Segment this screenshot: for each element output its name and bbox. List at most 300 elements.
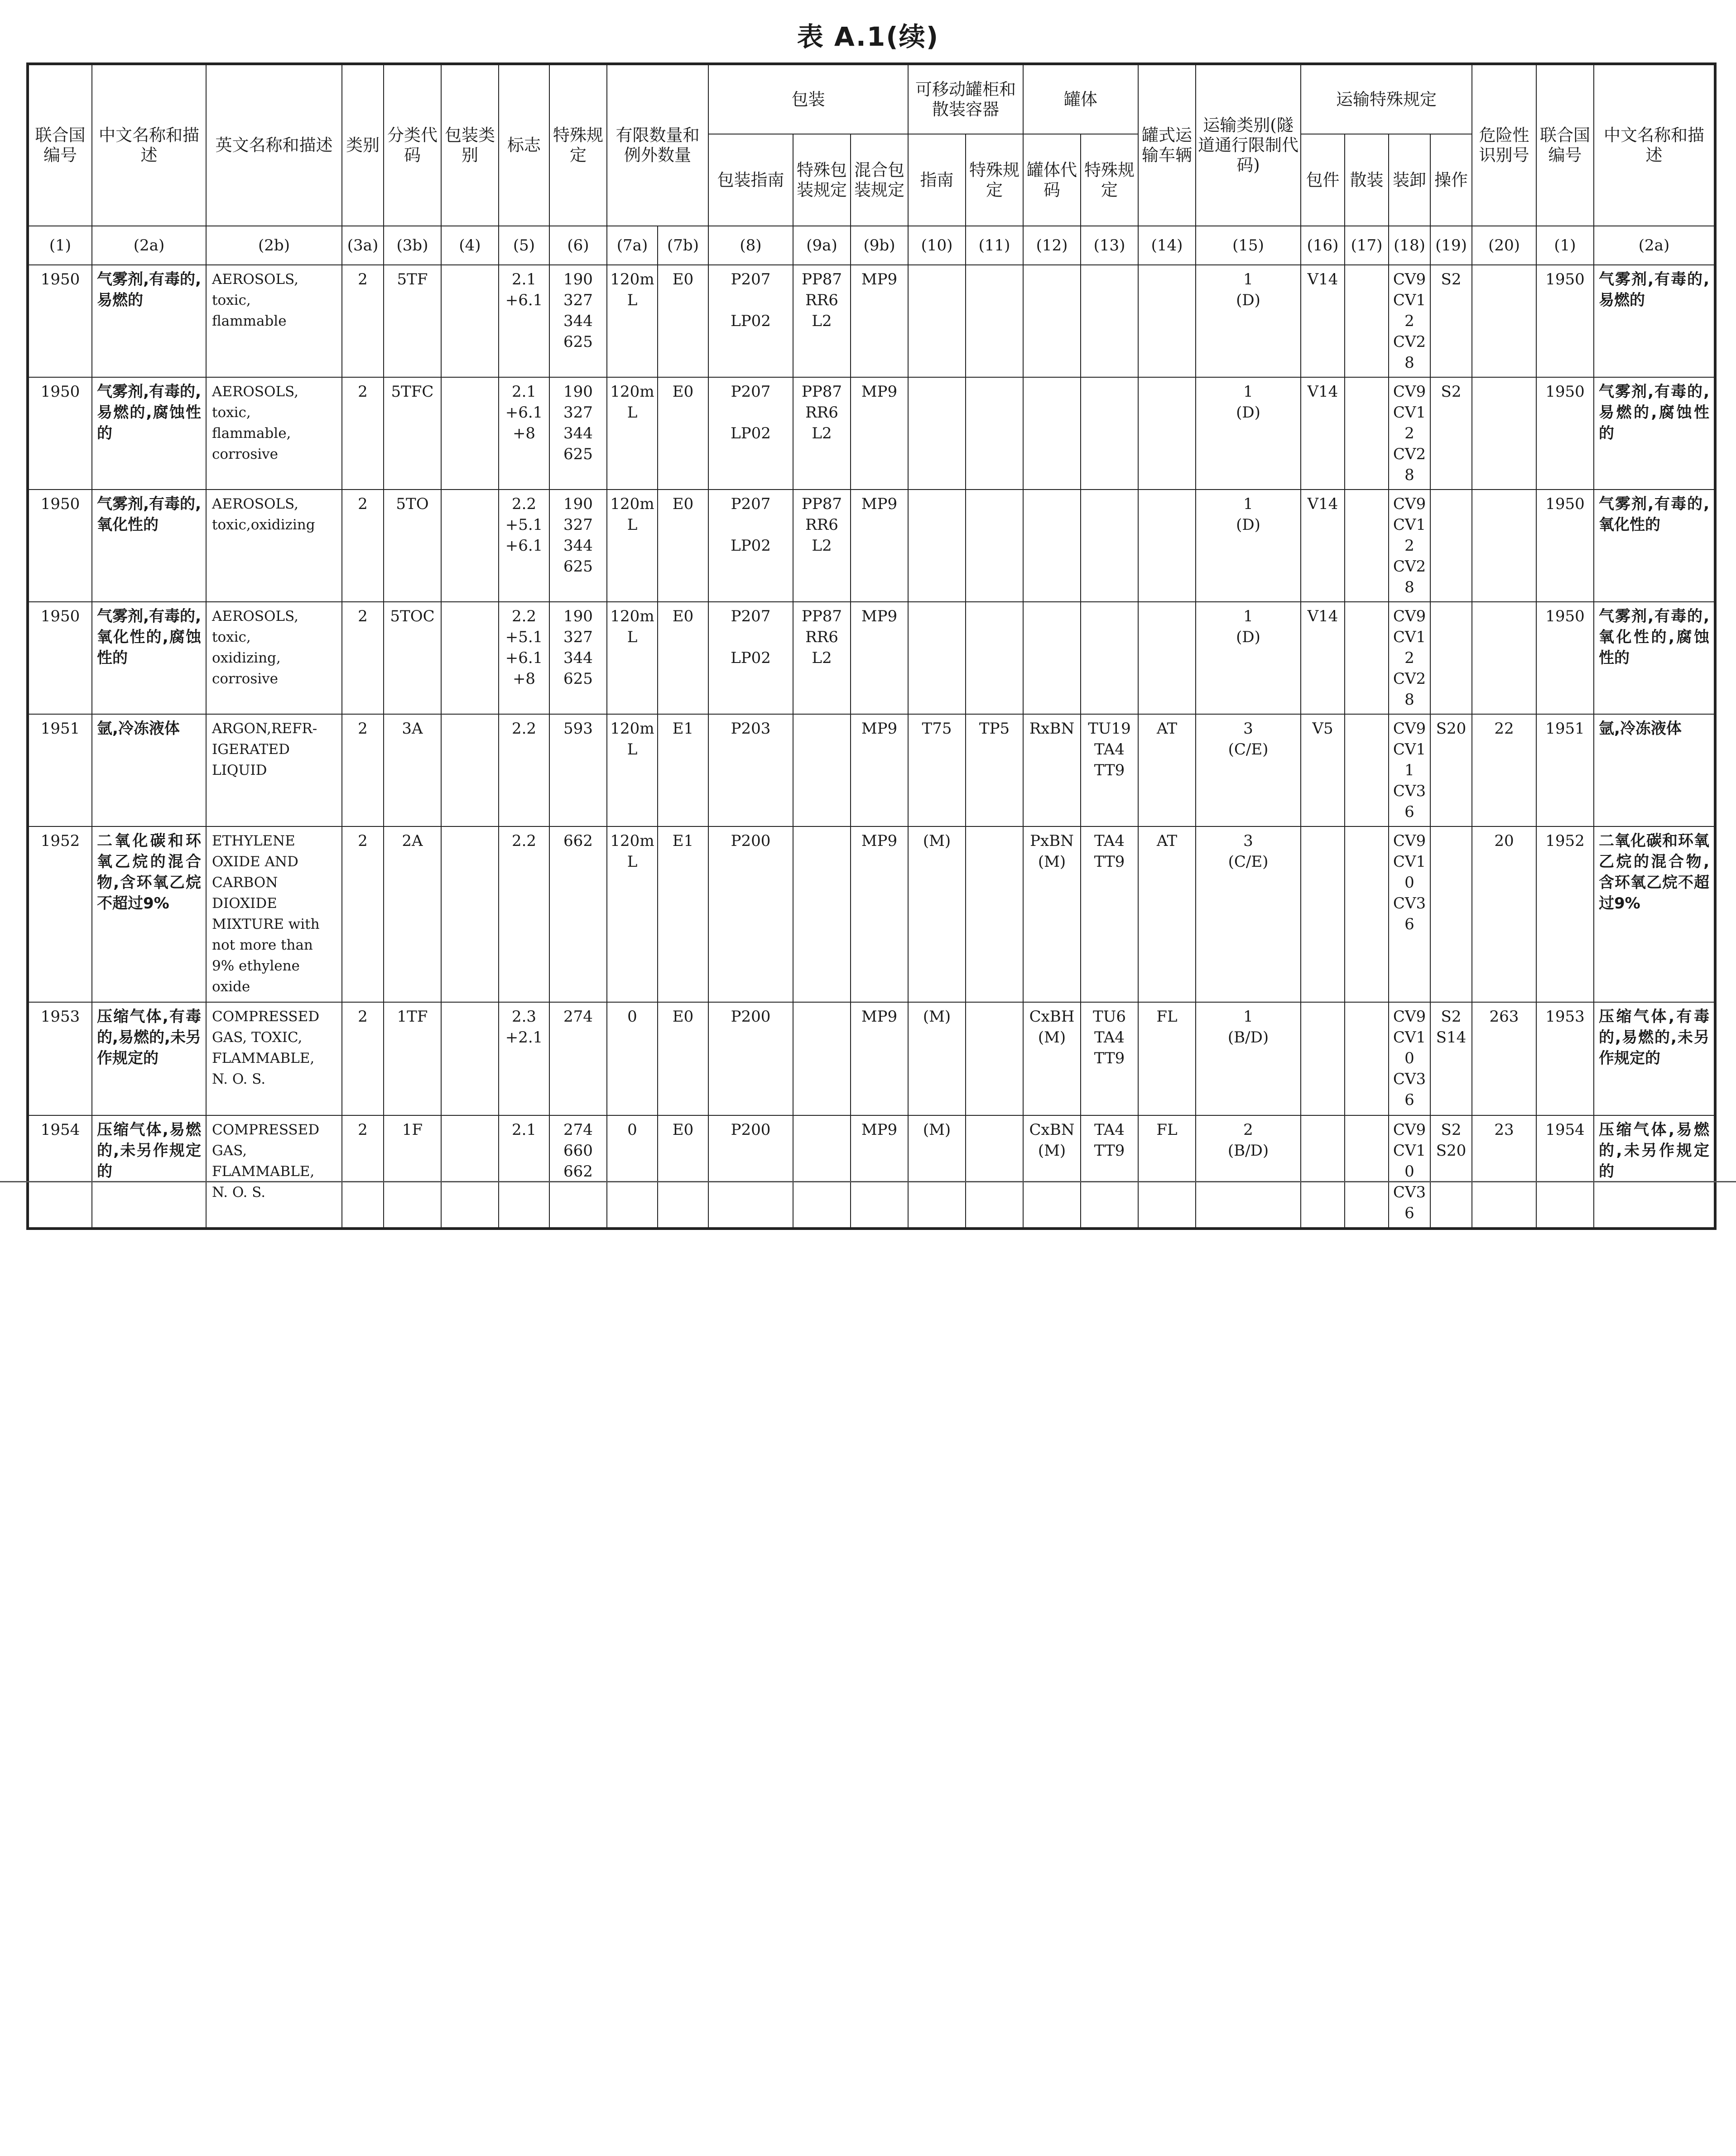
cell-special-packing-line: RR6 [805, 516, 838, 534]
header-hazard-id: 危险性识别号 [1472, 64, 1536, 226]
column-number: (4) [441, 226, 499, 265]
cell-transport-category-line: 1 [1243, 495, 1253, 513]
cell-loading-line: CV28 [1393, 670, 1426, 709]
cell-tank-special-line: TU19 [1088, 720, 1131, 738]
cell-labels-line: +8 [512, 670, 536, 688]
cell-labels [499, 602, 549, 714]
cell-packing-instructions [708, 377, 793, 490]
cell-operation [1430, 826, 1472, 1002]
cell-loading-line: CV9 [1393, 832, 1426, 850]
cell-transport-category [1196, 1115, 1301, 1229]
cell-excepted-qty: E1 [658, 826, 708, 1002]
cell-special-provisions [549, 1002, 607, 1115]
table-header [28, 64, 1715, 265]
cell-mixed-packing: MP9 [851, 1115, 908, 1229]
cell-tank-vehicle: AT [1138, 826, 1196, 1002]
cell-un-no-repeat: 1951 [1536, 714, 1594, 826]
cell-special-packing [793, 1115, 851, 1229]
cell-special-packing [793, 826, 851, 1002]
cell-transport-category-line: (B/D) [1227, 1142, 1269, 1160]
cell-loading [1389, 714, 1430, 826]
cell-special-provisions-line: 625 [563, 557, 593, 576]
cell-transport-category-line: (D) [1236, 291, 1260, 309]
header-tank-code: 罐体代码 [1023, 134, 1081, 226]
cell-labels-line: +2.1 [505, 1028, 543, 1047]
cell-loading-line: CV9 [1393, 720, 1426, 738]
header-un-no-repeat: 联合国编号 [1536, 64, 1594, 226]
cell-special-provisions-line: 190 [563, 270, 593, 288]
cell-packing-instructions-line: P200 [731, 1008, 771, 1026]
cell-un-no-repeat: 1950 [1536, 602, 1594, 714]
cell-class-code: 5TF [384, 265, 441, 377]
column-number: (1) [1536, 226, 1594, 265]
table-row [28, 714, 1715, 826]
cell-name-zh: 氩,冷冻液体 [92, 714, 206, 826]
cell-name-en-line: 9% ethylene [212, 958, 300, 974]
cell-name-en [206, 490, 342, 602]
cell-special-packing-line: L2 [812, 649, 832, 667]
cell-packing-instructions [708, 1115, 793, 1229]
cell-special-provisions [549, 602, 607, 714]
cell-transport-category [1196, 714, 1301, 826]
cell-packing-instructions-line: LP02 [731, 424, 771, 442]
column-number: (7b) [658, 226, 708, 265]
cell-un-no: 1950 [28, 265, 92, 377]
cell-labels [499, 377, 549, 490]
header-mixed-packing: 混合包装规定 [851, 134, 908, 226]
cell-class-code: 5TOC [384, 602, 441, 714]
cell-mixed-packing: MP9 [851, 265, 908, 377]
cell-special-provisions-line: 662 [563, 832, 593, 850]
cell-limited-qty: 120mL [607, 826, 658, 1002]
cell-labels [499, 1002, 549, 1115]
cell-name-en-line: toxic, [212, 629, 251, 645]
cell-tank-code [1023, 826, 1081, 1002]
cell-name-en-line: FLAMMABLE, [212, 1050, 315, 1066]
cell-loading [1389, 265, 1430, 377]
cell-name-en-line: IGERATED [212, 741, 290, 758]
cell-hazard-id: 20 [1472, 826, 1536, 1002]
cell-packing-group [441, 826, 499, 1002]
cell-name-zh-repeat: 气雾剂,有毒的,氧化性的 [1594, 490, 1715, 602]
cell-special-packing [793, 490, 851, 602]
cell-operation-line: S2 [1441, 1121, 1462, 1139]
cell-bulk [1345, 1002, 1389, 1115]
cell-transport-category-line: 3 [1243, 720, 1253, 738]
cell-tank-special-line: TT9 [1094, 761, 1125, 779]
column-number: (5) [499, 226, 549, 265]
cell-name-en-line: N. O. S. [212, 1071, 266, 1087]
cell-tank-special-prov: TP5 [966, 714, 1023, 826]
cell-un-no-repeat: 1950 [1536, 265, 1594, 377]
cell-bulk [1345, 602, 1389, 714]
cell-tank-vehicle [1138, 602, 1196, 714]
cell-loading-line: CV28 [1393, 557, 1426, 596]
cell-tank-instructions: (M) [908, 1115, 966, 1229]
cell-tank-special [1081, 1002, 1138, 1115]
cell-name-zh-repeat: 氩,冷冻液体 [1594, 714, 1715, 826]
cell-tank-code-line: (M) [1038, 853, 1066, 871]
cell-hazard-id [1472, 377, 1536, 490]
cell-name-en-line: OXIDE AND [212, 854, 298, 870]
cell-tank-special-line: TT9 [1094, 1049, 1125, 1067]
cell-labels-line: +5.1 [505, 628, 543, 646]
cell-packing-instructions-line [711, 514, 791, 535]
cell-operation: S2 [1430, 377, 1472, 490]
cell-mixed-packing: MP9 [851, 826, 908, 1002]
cell-packing-instructions-line: P203 [731, 720, 771, 738]
cell-tank-code-line: CxBH [1029, 1008, 1075, 1026]
column-number-row [28, 226, 1715, 265]
cell-special-packing-line: RR6 [805, 628, 838, 646]
cell-packing-group [441, 1002, 499, 1115]
cell-transport-category-line: (B/D) [1227, 1028, 1269, 1047]
cell-loading [1389, 826, 1430, 1002]
cell-special-packing-line: PP87 [801, 495, 842, 513]
cell-transport-category-line: 2 [1243, 1121, 1253, 1139]
cell-special-packing-line: L2 [812, 424, 832, 442]
cell-packing-group [441, 377, 499, 490]
cell-mixed-packing: MP9 [851, 377, 908, 490]
cell-special-packing-line: RR6 [805, 291, 838, 309]
cell-excepted-qty: E1 [658, 714, 708, 826]
cell-tank-vehicle [1138, 377, 1196, 490]
cell-mixed-packing: MP9 [851, 1002, 908, 1115]
cell-tank-code [1023, 265, 1081, 377]
cell-loading-line: CV28 [1393, 333, 1426, 372]
cell-name-en-line: toxic, [212, 404, 251, 421]
cell-class: 2 [342, 490, 384, 602]
cell-tank-special [1081, 1115, 1138, 1229]
cell-bulk [1345, 490, 1389, 602]
cell-limited-qty: 0 [607, 1115, 658, 1229]
cell-name-en-line: GAS, [212, 1143, 247, 1159]
cell-transport-category [1196, 826, 1301, 1002]
cell-labels-line: +6.1 [505, 291, 543, 309]
header-limited-quantity: 有限数量和例外数量 [607, 64, 708, 226]
cell-transport-category [1196, 377, 1301, 490]
cell-loading-line: CV9 [1393, 270, 1426, 288]
cell-class-code: 3A [384, 714, 441, 826]
header-packing-group: 包装类别 [441, 64, 499, 226]
cell-special-provisions-line: 190 [563, 383, 593, 401]
cell-hazard-id [1472, 602, 1536, 714]
cell-loading-line: CV36 [1393, 782, 1426, 821]
cell-class-code: 1F [384, 1115, 441, 1229]
cell-name-en-line: AEROSOLS, [212, 496, 298, 512]
cell-class: 2 [342, 1002, 384, 1115]
cell-transport-category-line: (D) [1236, 516, 1260, 534]
cell-packing-instructions-line: P207 [731, 270, 771, 288]
cell-tank-special-line: TA4 [1094, 740, 1125, 759]
cell-tank-code [1023, 602, 1081, 714]
cell-tank-special-line: TA4 [1094, 832, 1125, 850]
cell-name-en [206, 265, 342, 377]
cell-operation-line: S2 [1441, 1008, 1462, 1026]
cell-name-en-line: CARBON [212, 874, 278, 891]
cell-loading-line: CV10 [1393, 853, 1426, 892]
cell-name-en [206, 602, 342, 714]
column-number: (2b) [206, 226, 342, 265]
column-number: (15) [1196, 226, 1301, 265]
cell-labels [499, 1115, 549, 1229]
cell-loading-line: CV36 [1393, 1183, 1426, 1222]
cell-labels-line: +6.1 [505, 649, 543, 667]
cell-special-provisions [549, 826, 607, 1002]
cell-labels [499, 265, 549, 377]
cell-un-no: 1954 [28, 1115, 92, 1229]
cell-special-provisions-line: 593 [563, 720, 593, 738]
cell-tank-instructions [908, 265, 966, 377]
cell-class-code: 1TF [384, 1002, 441, 1115]
header-name-zh: 中文名称和描述 [92, 64, 206, 226]
cell-packing-instructions-line: LP02 [731, 312, 771, 330]
cell-name-en-line: oxidizing, [212, 650, 281, 666]
column-number: (11) [966, 226, 1023, 265]
cell-tank-code [1023, 490, 1081, 602]
cell-tank-special [1081, 714, 1138, 826]
page-divider [0, 1181, 1736, 1182]
cell-name-zh-repeat: 气雾剂,有毒的,氧化性的,腐蚀性的 [1594, 602, 1715, 714]
cell-class: 2 [342, 602, 384, 714]
cell-packages: V14 [1301, 377, 1345, 490]
cell-name-en-line: ARGON,REFR- [212, 720, 317, 737]
cell-limited-qty: 0 [607, 1002, 658, 1115]
cell-operation [1430, 490, 1472, 602]
cell-name-en-line: N. O. S. [212, 1184, 266, 1200]
header-special-provisions: 特殊规定 [549, 64, 607, 226]
cell-operation-line: S14 [1436, 1028, 1467, 1047]
cell-un-no: 1950 [28, 602, 92, 714]
cell-name-en-line: LIQUID [212, 762, 267, 778]
cell-hazard-id [1472, 265, 1536, 377]
cell-operation: S2 [1430, 265, 1472, 377]
header-class-code: 分类代码 [384, 64, 441, 226]
cell-special-provisions-line: 327 [563, 628, 593, 646]
cell-name-en-line: COMPRESSED [212, 1008, 320, 1025]
cell-packing-instructions-line: LP02 [731, 537, 771, 555]
header-tank-vehicle: 罐式运输车辆 [1138, 64, 1196, 226]
cell-un-no: 1950 [28, 490, 92, 602]
column-number: (17) [1345, 226, 1389, 265]
cell-labels-line: 2.1 [511, 270, 537, 288]
cell-name-en-line: MIXTURE with [212, 916, 320, 932]
cell-tank-code-line: (M) [1038, 1028, 1066, 1047]
cell-hazard-id: 22 [1472, 714, 1536, 826]
cell-special-provisions-line: 344 [563, 424, 593, 442]
cell-tank-vehicle: FL [1138, 1002, 1196, 1115]
cell-tank-code [1023, 377, 1081, 490]
cell-tank-special-prov [966, 265, 1023, 377]
header-packaging: 包装 [708, 64, 908, 134]
header-transport-special: 运输特殊规定 [1301, 64, 1472, 134]
cell-limited-qty: 120mL [607, 490, 658, 602]
cell-transport-category-line: (C/E) [1228, 740, 1269, 759]
cell-packages: V14 [1301, 602, 1345, 714]
cell-transport-category [1196, 490, 1301, 602]
cell-tank-code [1023, 1002, 1081, 1115]
cell-tank-instructions: (M) [908, 826, 966, 1002]
cell-tank-vehicle [1138, 490, 1196, 602]
cell-name-zh-repeat: 二氧化碳和环氧乙烷的混合物,含环氧乙烷不超过9% [1594, 826, 1715, 1002]
cell-special-packing-line: L2 [812, 537, 832, 555]
cell-mixed-packing: MP9 [851, 714, 908, 826]
cell-tank-code [1023, 1115, 1081, 1229]
cell-packing-instructions-line: P207 [731, 607, 771, 625]
cell-special-packing-line: L2 [812, 312, 832, 330]
cell-special-packing-line: PP87 [801, 270, 842, 288]
cell-special-provisions-line: 662 [563, 1162, 593, 1181]
cell-tank-special [1081, 490, 1138, 602]
cell-operation: S20 [1430, 714, 1472, 826]
cell-special-provisions-line: 190 [563, 607, 593, 625]
cell-loading-line: CV12 [1393, 628, 1426, 667]
cell-labels-line: 2.1 [511, 1121, 537, 1139]
cell-labels-line: 2.2 [511, 832, 537, 850]
cell-packing-instructions [708, 826, 793, 1002]
cell-tank-special-prov [966, 1002, 1023, 1115]
cell-tank-code-line: (M) [1038, 1142, 1066, 1160]
cell-name-en-line: toxic, [212, 292, 251, 308]
cell-labels-line: +5.1 [505, 516, 543, 534]
cell-class-code: 2A [384, 826, 441, 1002]
cell-loading-line: CV9 [1393, 383, 1426, 401]
column-number: (18) [1389, 226, 1430, 265]
column-number: (20) [1472, 226, 1536, 265]
cell-loading-line: CV10 [1393, 1142, 1426, 1181]
cell-tank-special-prov [966, 826, 1023, 1002]
cell-hazard-id [1472, 490, 1536, 602]
column-number: (7a) [607, 226, 658, 265]
cell-transport-category [1196, 265, 1301, 377]
cell-labels-line: +6.1 [505, 537, 543, 555]
cell-special-packing-line: RR6 [805, 403, 838, 422]
table-row [28, 602, 1715, 714]
cell-tank-special [1081, 377, 1138, 490]
cell-excepted-qty: E0 [658, 377, 708, 490]
cell-packages [1301, 1002, 1345, 1115]
cell-name-en-line: AEROSOLS, [212, 608, 298, 624]
cell-special-provisions-line: 327 [563, 291, 593, 309]
cell-packing-instructions [708, 602, 793, 714]
cell-tank-special-line: TT9 [1094, 853, 1125, 871]
header-name-en: 英文名称和描述 [206, 64, 342, 226]
cell-special-packing [793, 1002, 851, 1115]
column-number: (19) [1430, 226, 1472, 265]
cell-packing-instructions-line: P200 [731, 832, 771, 850]
cell-packages: V14 [1301, 265, 1345, 377]
cell-class: 2 [342, 265, 384, 377]
table-row [28, 490, 1715, 602]
cell-name-en-line: DIOXIDE [212, 895, 277, 912]
cell-transport-category-line: (C/E) [1228, 853, 1269, 871]
cell-packing-instructions-line [711, 402, 791, 423]
header-tank-special-provisions: 特殊规定 [966, 134, 1023, 226]
cell-class: 2 [342, 714, 384, 826]
cell-transport-category-line: 1 [1243, 1008, 1253, 1026]
table-row [28, 1115, 1715, 1229]
cell-tank-special-line: TA4 [1094, 1121, 1125, 1139]
cell-limited-qty: 120mL [607, 714, 658, 826]
cell-name-zh-repeat: 压缩气体,易燃的,未另作规定的 [1594, 1115, 1715, 1229]
cell-limited-qty: 120mL [607, 265, 658, 377]
cell-name-zh-repeat: 气雾剂,有毒的,易燃的 [1594, 265, 1715, 377]
cell-labels-line: +8 [512, 424, 536, 442]
cell-operation [1430, 602, 1472, 714]
cell-tank-instructions [908, 490, 966, 602]
table-row [28, 826, 1715, 1002]
cell-un-no: 1952 [28, 826, 92, 1002]
cell-bulk [1345, 1115, 1389, 1229]
cell-un-no-repeat: 1954 [1536, 1115, 1594, 1229]
cell-tank-instructions [908, 602, 966, 714]
cell-hazard-id: 263 [1472, 1002, 1536, 1115]
cell-special-packing [793, 714, 851, 826]
cell-name-en-line: FLAMMABLE, [212, 1163, 315, 1180]
cell-name-zh: 气雾剂,有毒的,氧化性的 [92, 490, 206, 602]
cell-special-provisions-line: 625 [563, 670, 593, 688]
cell-special-provisions-line: 344 [563, 312, 593, 330]
cell-tank-code: RxBN [1023, 714, 1081, 826]
cell-tank-instructions: (M) [908, 1002, 966, 1115]
cell-packing-instructions [708, 1002, 793, 1115]
cell-bulk [1345, 377, 1389, 490]
cell-name-en-line: toxic,oxidizing [212, 517, 315, 533]
cell-transport-category [1196, 602, 1301, 714]
cell-packing-instructions [708, 265, 793, 377]
cell-tank-special-line: TA4 [1094, 1028, 1125, 1047]
cell-special-provisions [549, 1115, 607, 1229]
cell-name-zh: 气雾剂,有毒的,氧化性的,腐蚀性的 [92, 602, 206, 714]
cell-labels-line: 2.2 [511, 495, 537, 513]
cell-class: 2 [342, 1115, 384, 1229]
cell-excepted-qty: E0 [658, 1115, 708, 1229]
cell-special-provisions [549, 377, 607, 490]
cell-special-packing [793, 377, 851, 490]
cell-name-zh: 压缩气体,有毒的,易燃的,未另作规定的 [92, 1002, 206, 1115]
cell-name-zh: 二氧化碳和环氧乙烷的混合物,含环氧乙烷不超过9% [92, 826, 206, 1002]
cell-name-en-line: GAS, TOXIC, [212, 1029, 303, 1046]
column-number: (9b) [851, 226, 908, 265]
cell-un-no-repeat: 1950 [1536, 490, 1594, 602]
cell-name-en-line: AEROSOLS, [212, 271, 298, 288]
column-number: (14) [1138, 226, 1196, 265]
cell-special-provisions-line: 344 [563, 649, 593, 667]
cell-tank-special-prov [966, 1115, 1023, 1229]
table-row [28, 377, 1715, 490]
header-bulk: 散装 [1345, 134, 1389, 226]
cell-special-packing [793, 602, 851, 714]
cell-loading-line: CV11 [1393, 740, 1426, 779]
cell-un-no-repeat: 1953 [1536, 1002, 1594, 1115]
cell-excepted-qty: E0 [658, 1002, 708, 1115]
cell-loading-line: CV9 [1393, 607, 1426, 625]
cell-labels [499, 714, 549, 826]
column-number: (10) [908, 226, 966, 265]
cell-labels-line: 2.2 [511, 720, 537, 738]
cell-special-provisions-line: 274 [563, 1008, 593, 1026]
cell-mixed-packing: MP9 [851, 490, 908, 602]
cell-tank-vehicle [1138, 265, 1196, 377]
column-number: (9a) [793, 226, 851, 265]
cell-loading-line: CV10 [1393, 1028, 1426, 1067]
cell-tank-special-line: TU6 [1093, 1008, 1126, 1026]
header-labels: 标志 [499, 64, 549, 226]
column-number: (3b) [384, 226, 441, 265]
cell-special-provisions-line: 344 [563, 537, 593, 555]
cell-limited-qty: 120mL [607, 377, 658, 490]
cell-transport-category-line: (D) [1236, 628, 1260, 646]
